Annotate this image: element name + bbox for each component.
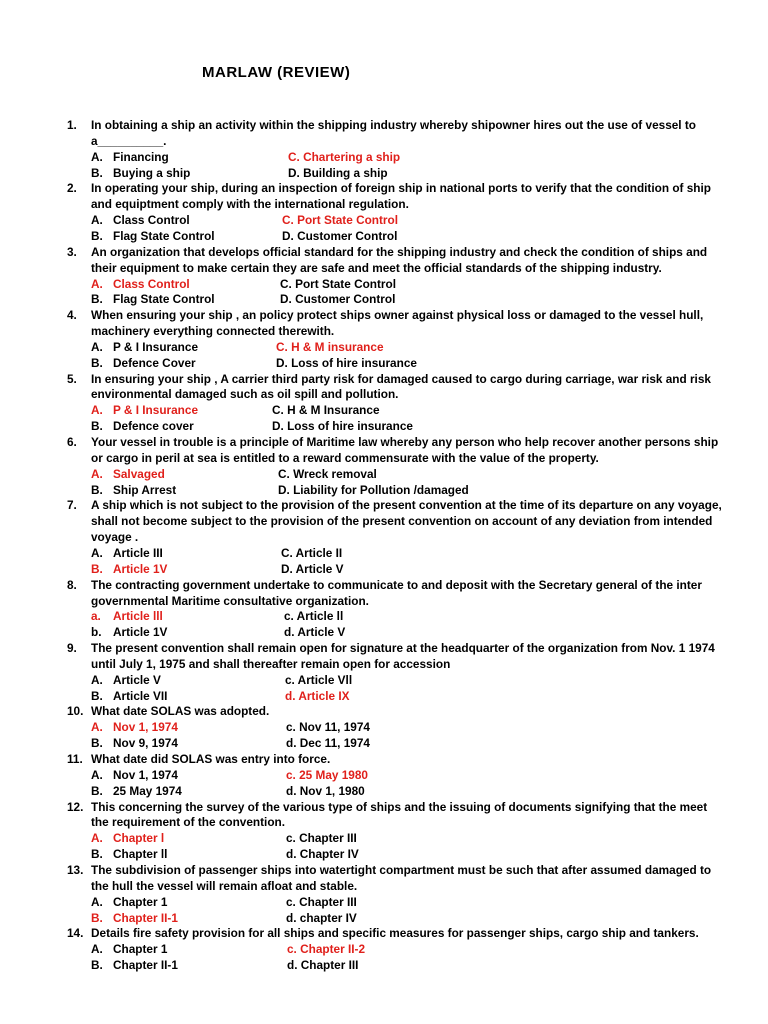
question-text: What date did SOLAS was entry into force.: [91, 752, 331, 766]
question-text: The present convention shall remain open for signature at the headquarter of the organization from Nov. 1 1974: [91, 641, 715, 656]
question-text: the requirement of the convention.: [91, 815, 286, 830]
question-number: 1.: [67, 118, 77, 132]
option-text: D. Customer Control: [280, 292, 396, 307]
question-text: until July 1, 1975 and shall thereafter remain open for accession: [91, 656, 451, 671]
question-text: Details fire safety provision for all ships and specific measures for passenger ships, cargo ship and tankers.: [91, 926, 699, 941]
question-number: 2.: [67, 181, 77, 196]
option-text: Chapter 1: [113, 942, 168, 957]
option-text: D. Building a ship: [288, 165, 388, 180]
option-text: c. Chapter III: [286, 894, 357, 909]
option-text: c. 25 May 1980: [286, 767, 368, 782]
question-text: In obtaining a ship an activity within the shipping industry whereby shipowner hires out the use of vessel to: [91, 118, 696, 132]
option-text: P & I Insurance: [113, 339, 199, 354]
option-text: C. H & M Insurance: [272, 403, 380, 418]
option-letter: B.: [91, 561, 103, 576]
option-text: D. Liability for Pollution /damaged: [278, 482, 469, 497]
option-text: Article VII: [113, 688, 168, 703]
option-text: Article III: [113, 545, 163, 560]
option-text: Chapter II-1: [113, 910, 178, 925]
option-text: C. Port State Control: [282, 213, 399, 228]
question-text: shall not become subject to the provision of the present convention on account of any deviation from intended: [91, 514, 713, 529]
option-text: d. chapter IV: [286, 910, 357, 925]
option-text: c. Chapter II-2: [287, 942, 366, 957]
option-letter: B.: [91, 228, 103, 243]
option-text: Chapter ll: [113, 847, 168, 862]
option-letter: B.: [91, 688, 103, 703]
option-letter: B.: [91, 355, 103, 370]
option-text: D. Loss of hire insurance: [276, 355, 417, 370]
question-number: 11.: [67, 752, 83, 766]
option-text: Nov 1, 1974: [113, 767, 178, 782]
question-number: 3.: [67, 244, 77, 259]
question-text: This concerning the survey of the various type of ships and the issuing of documents signifying that the meet: [91, 799, 708, 814]
option-letter: A.: [91, 672, 103, 687]
question-number: 9.: [67, 641, 77, 656]
question-number: 13.: [67, 862, 84, 877]
option-text: Defence Cover: [113, 355, 196, 370]
option-text: Article 1V: [113, 561, 168, 576]
option-text: d. Article V: [284, 625, 346, 640]
option-text: Salvaged: [113, 466, 165, 481]
option-letter: A.: [91, 767, 103, 782]
option-text: d. Dec 11, 1974: [286, 736, 370, 751]
option-text: Class Control: [113, 276, 190, 291]
question-number: 10.: [67, 704, 84, 719]
question-text: governmental Maritime consultative organization.: [91, 593, 369, 608]
option-text: Class Control: [113, 213, 190, 228]
question-text: The subdivision of passenger ships into watertight compartment must be such that after assumed damaged to: [91, 862, 712, 877]
option-letter: B.: [91, 783, 103, 798]
option-text: D. Loss of hire insurance: [272, 419, 413, 434]
question-number: 5.: [67, 371, 77, 386]
question-text: and equiptment comply with the international regulation.: [91, 197, 409, 212]
page-title: MARLAW (REVIEW): [202, 64, 351, 81]
option-text: C. Chartering a ship: [288, 149, 401, 164]
option-letter: A.: [91, 149, 103, 164]
question-number: 6.: [67, 435, 77, 449]
option-text: Chapter l: [113, 831, 165, 846]
option-text: 25 May 1974: [113, 783, 182, 798]
question-text: a__________.: [91, 133, 167, 148]
option-letter: A.: [91, 894, 103, 909]
option-text: d. Chapter III: [287, 958, 359, 973]
question-text: What date SOLAS was adopted.: [91, 704, 270, 719]
option-letter: B.: [91, 165, 103, 180]
option-text: Chapter II-1: [113, 958, 178, 973]
option-letter: A.: [91, 276, 103, 291]
option-text: d. Chapter IV: [286, 847, 359, 862]
option-text: D. Article V: [281, 561, 344, 576]
option-text: Chapter 1: [113, 894, 168, 909]
option-letter: A.: [91, 466, 103, 481]
option-text: Nov 9, 1974: [113, 736, 178, 751]
question-text: environmental damaged such as oil spill and pollution.: [91, 387, 399, 402]
option-text: c. Nov 11, 1974: [286, 720, 370, 735]
option-letter: a.: [91, 609, 101, 624]
question-text: their equipment to make certain they are safe and meet the official standards of the shipping industry.: [91, 260, 662, 275]
option-text: Article V: [113, 672, 161, 687]
question-number: 7.: [67, 498, 77, 513]
question-text: In operating your ship, during an inspection of foreign ship in national ports to verify that the condition of ship: [91, 181, 711, 196]
option-text: c. Chapter III: [286, 831, 357, 846]
option-letter: A.: [91, 831, 103, 846]
option-text: Flag State Control: [113, 228, 215, 243]
option-letter: A.: [91, 942, 103, 957]
option-text: C. Wreck removal: [278, 466, 377, 481]
option-letter: A.: [91, 213, 103, 228]
question-text: When ensuring your ship , an policy protect ships owner against physical loss or damaged to the vessel hull,: [91, 308, 704, 323]
option-text: Financing: [113, 149, 169, 164]
option-letter: A.: [91, 339, 103, 354]
option-letter: A.: [91, 720, 103, 735]
question-text: voyage .: [91, 530, 139, 545]
option-text: C. H & M insurance: [276, 339, 384, 354]
question-text: The contracting government undertake to communicate to and deposit with the Secretary general of the inter: [91, 577, 702, 592]
option-letter: A.: [91, 403, 103, 418]
option-letter: b.: [91, 625, 102, 640]
option-text: d. Article IX: [285, 688, 350, 703]
option-letter: B.: [91, 736, 103, 751]
question-text: the hull the vessel will remain afloat and stable.: [91, 878, 358, 893]
option-text: d. Nov 1, 1980: [286, 783, 365, 798]
question-number: 4.: [67, 308, 77, 323]
option-text: D. Customer Control: [282, 228, 398, 243]
option-letter: B.: [91, 419, 103, 434]
option-text: C. Article II: [281, 545, 343, 560]
question-text: or cargo in peril at sea is entitled to a reward commensurate with the value of the property.: [91, 450, 599, 465]
option-text: c. Article Vll: [285, 672, 353, 687]
option-letter: A.: [91, 545, 103, 560]
option-letter: B.: [91, 958, 103, 973]
option-text: P & I Insurance: [113, 403, 199, 418]
option-text: Ship Arrest: [113, 482, 177, 497]
option-text: C. Port State Control: [280, 276, 397, 291]
option-text: Flag State Control: [113, 292, 215, 307]
option-letter: B.: [91, 292, 103, 307]
question-text: A ship which is not subject to the provision of the present convention at the time of its departure on any voyage,: [91, 498, 722, 513]
question-text: An organization that develops official standard for the shipping industry and check the condition of ships and: [91, 244, 708, 259]
option-text: Article 1V: [113, 625, 168, 640]
question-number: 14.: [67, 926, 84, 941]
question-number: 8.: [67, 577, 77, 592]
question-text: In ensuring your ship , A carrier third party risk for damaged caused to cargo during carriage, war risk and risk: [91, 371, 711, 386]
option-letter: B.: [91, 847, 103, 862]
question-number: 12.: [67, 799, 84, 814]
option-letter: B.: [91, 910, 103, 925]
option-text: Article lll: [113, 609, 163, 624]
option-text: Buying a ship: [113, 165, 191, 180]
question-text: machinery everything connected therewith.: [91, 324, 335, 339]
question-text: Your vessel in trouble is a principle of Maritime law whereby any person who help recover another persons ship: [91, 435, 719, 449]
option-text: Nov 1, 1974: [113, 720, 178, 735]
option-text: c. Article ll: [284, 609, 344, 624]
option-text: Defence cover: [113, 419, 194, 434]
option-letter: B.: [91, 482, 103, 497]
